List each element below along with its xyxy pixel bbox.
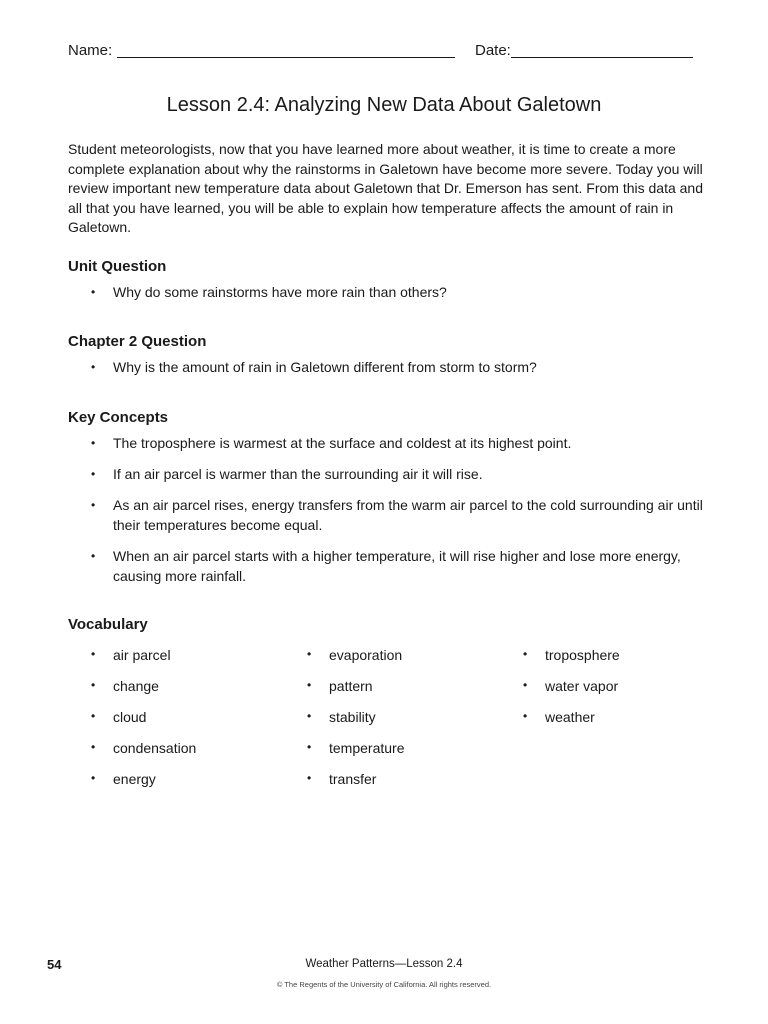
lesson-title: Lesson 2.4: Analyzing New Data About Galetown: [166, 94, 602, 116]
chapter-question-item: • Why is the amount of rain in Galetown different from storm to storm?: [113, 358, 703, 378]
vocabulary-term: • transfer: [329, 771, 376, 787]
vocabulary-term: • condensation: [113, 740, 196, 756]
date-field-line: [511, 57, 693, 58]
vocabulary-term: • change: [113, 678, 159, 694]
vocabulary-term: • cloud: [113, 709, 146, 725]
vocabulary-term: • temperature: [329, 740, 404, 756]
vocabulary-term: • weather: [545, 709, 595, 725]
copyright-notice: © The Regents of the University of California. All rights reserved.: [276, 980, 492, 989]
vocabulary-term: • evaporation: [329, 647, 402, 663]
key-concept-item: • If an air parcel is warmer than the surrounding air it will rise.: [113, 465, 703, 485]
footer-title: Weather Patterns—Lesson 2.4: [305, 958, 463, 970]
name-label: Name:: [68, 42, 113, 59]
vocabulary-term: • water vapor: [545, 678, 618, 694]
unit-question-item: • Why do some rainstorms have more rain than others?: [113, 283, 703, 303]
intro-paragraph: Student meteorologists, now that you have learned more about weather, it is time to create a more complete explanation about why the rainstorms in Galetown have become more severe. Today you will review important new temperature data about Galetown that Dr. Emerson has sent. From this data and all that you have learned, you will be able to explain how temperature affects the amount of rain in Galetown.: [68, 141, 703, 235]
name-field-line: [117, 57, 455, 58]
date-label: Date:: [475, 42, 511, 59]
vocabulary-heading: Vocabulary: [68, 616, 148, 633]
vocabulary-term: • energy: [113, 771, 156, 787]
vocabulary-term: • air parcel: [113, 647, 171, 663]
chapter-question-heading: Chapter 2 Question: [68, 333, 207, 350]
key-concepts-heading: Key Concepts: [68, 409, 169, 426]
vocabulary-term: • troposphere: [545, 647, 620, 663]
key-concept-item: • When an air parcel starts with a higher temperature, it will rise higher and lose more energy, causing more rainfall.: [113, 547, 703, 586]
vocabulary-term: • stability: [329, 709, 376, 725]
key-concept-item: • As an air parcel rises, energy transfers from the warm air parcel to the cold surrounding air until their temperatures become equal.: [113, 496, 703, 535]
vocabulary-term: • pattern: [329, 678, 373, 694]
page-number: 54: [47, 957, 62, 972]
key-concept-item: • The troposphere is warmest at the surface and coldest at its highest point.: [113, 434, 703, 454]
unit-question-heading: Unit Question: [68, 258, 167, 275]
